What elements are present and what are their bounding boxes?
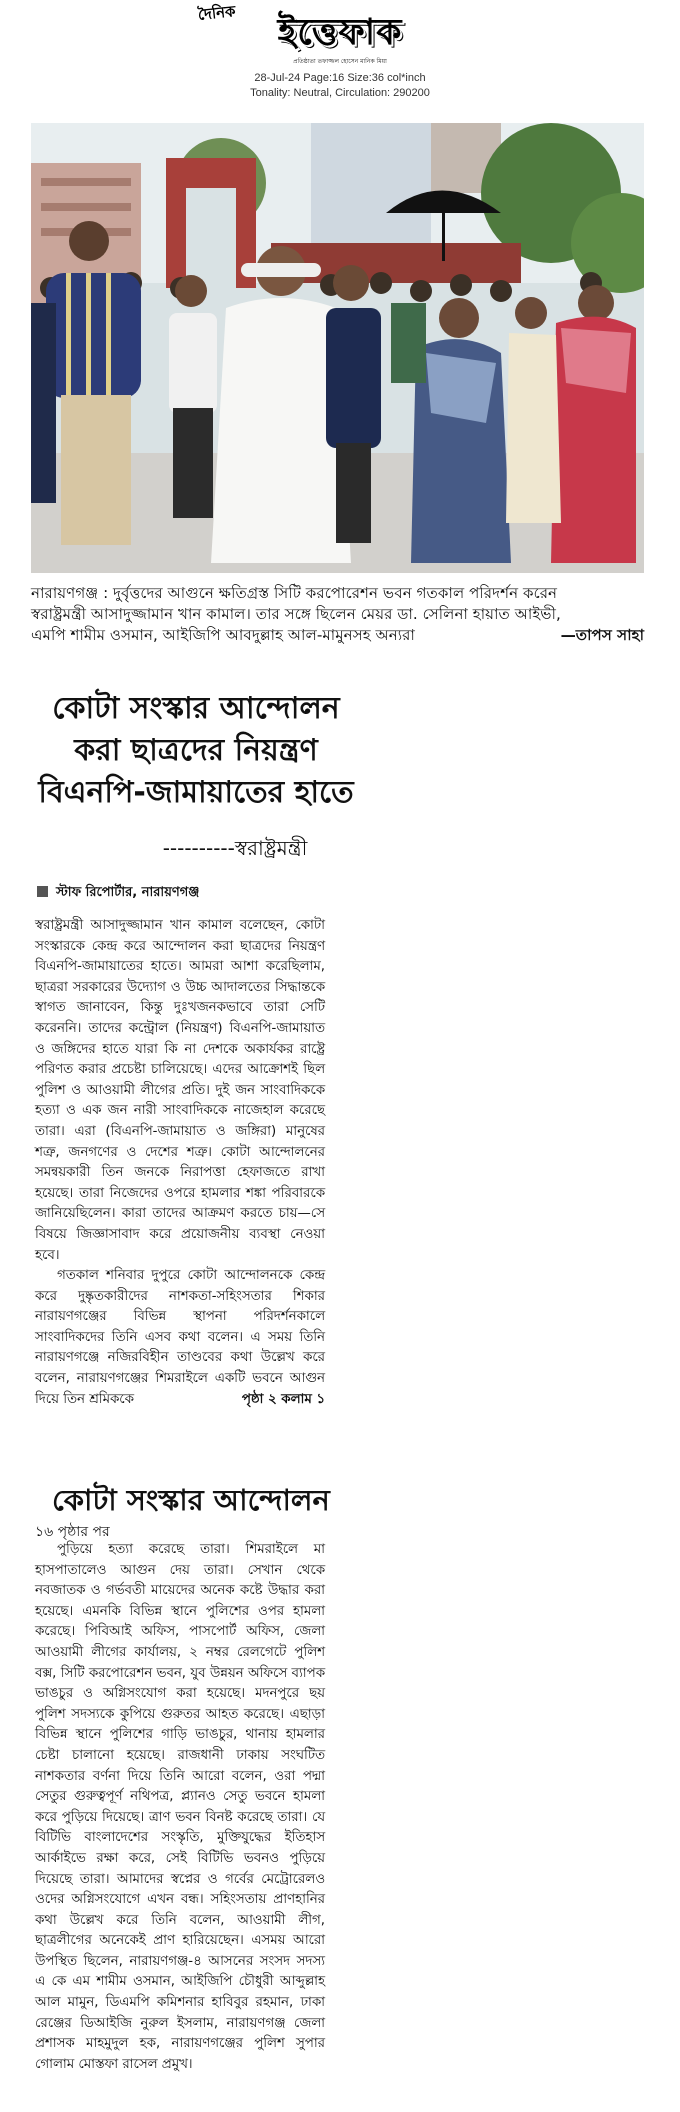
headline <box>31 688 361 814</box>
caption-line-2: স্বরাষ্ট্রমন্ত্রী আসাদুজ্জামান খান কামাল। তার সঙ্গে ছিলেন মেয়র ডা. সেলিনা হায়াত আইভী, <box>31 605 561 623</box>
article-paragraph-2 <box>35 1266 325 1410</box>
caption-line-3 <box>31 625 644 646</box>
jump-reference: পৃষ্ঠা ২ কলাম ১ <box>241 1391 325 1407</box>
paper-name-prefix: দৈনিক <box>197 2 237 24</box>
headline-attribution: ----------স্বরাষ্ট্রমন্ত্রী <box>162 836 308 860</box>
article-paragraph-2-text: গতকাল শনিবার দুপুরে কোটা আন্দোলনকে কেন্দ্র করে দুষ্কৃতকারীদের নাশকতা-সহিংসতার শিকার নারায়ণগঞ্জের বিভিন্ন স্থাপনা পরিদর্শনকালে সাংবাদিকদের তিনি এসব কথা বলেন। এ সময় তিনি নারায়ণগঞ্জে নজিরবিহীন তাণ্ডবের কথা উল্লেখ করে বলেন, নারায়ণগঞ্জের শিমরাইলে একটি ভবনে আগুন দিয়ে তিন শ্রমিককে <box>35 1268 325 1407</box>
headline-line-1: কোটা সংস্কার আন্দোলন <box>52 691 340 726</box>
continuation-body <box>35 1540 325 2075</box>
newspaper-logo: ইত্তেফাক <box>277 12 403 53</box>
news-photo-illustration <box>31 123 644 573</box>
continuation-paragraph: পুড়িয়ে হত্যা করেছে তারা। শিমরাইলে মা হাসপাতালেও আগুন দেয় তারা। সেখান থেকে নবজাতক ও গর্ভবতী মায়েদের অনেক কষ্টে উদ্ধার করা হয়েছে। এমনকি বিভিন্ন স্থানে পুলিশের ওপর হামলা করেছে। পিবিআই অফিস, পাসপোর্ট অফিস, জেলা আওয়ামী লীগের কার্যালয়, ২ নম্বর রেলগেটে পুলিশ বক্স, সিটি করপোরেশন ভবন, যুব উন্নয়ন অফিসে ব্যাপক ভাঙচুর ও অগ্নিসংযোগ করা হয়েছে। মদনপুরে ছয় পুলিশ সদস্যকে কুপিয়ে গুরুতর আহত করেছে। এছাড়া বিভিন্ন স্থানে পুলিশের গাড়ি ভাঙচুর, থানায় হামলার চেষ্টা চালানো হয়েছে। রাজধানী ঢাকায় সংঘটিত নাশকতার বর্ণনা দিয়ে তিনি আরো বলেন, ওরা পদ্মা সেতুর গুরুত্বপূর্ণ নথিপত্র, প্ল্যানও সেতু ভবনে হামলা করে পুড়িয়ে দিয়েছে। ত্রাণ ভবন বিনষ্ট করেছে তারা। যে বিটিভি বাংলাদেশের সংস্কৃতি, মুক্তিযুদ্ধের ইতিহাস আর্কাইভে রক্ষা করে, সেই বিটিভি ভবনও পুড়িয়ে দিয়েছে তারা। আমাদের স্বপ্নের ও গর্বের মেট্রোরেলও ওদের অগ্নিসংযোগে এখন বন্ধ। সহিংসতায় প্রাণহানির কথা উল্লেখ করে তিনি বলেন, আওয়ামী লীগ, ছাত্রলীগের অনেকেই প্রাণ হারিয়েছেন। এসময় আরো উপস্থিত ছিলেন, নারায়ণগঞ্জ-৪ আসনের সংসদ সদস্য এ কে এম শামীম ওসমান, আইজিপি চৌধুরী আব্দুল্লাহ আল মামুন, ডিএমপি কমিশনার হাবিবুর রহমান, ঢাকা রেঞ্জের ডিআইজি নুরুল ইসলাম, নারায়ণগঞ্জ জেলা প্রশাসক মাহমুদুল হক, নারায়ণগঞ্জের পুলিশ সুপার গোলাম মোস্তফা রাসেল প্রমুখ। <box>35 1542 325 2072</box>
reporter-line <box>37 883 199 904</box>
bullet-square-icon <box>37 886 48 897</box>
caption-line-3-text: এমপি শামীম ওসমান, আইজিপি আবদুল্লাহ আল-মামুনসহ অন্যরা <box>31 626 415 644</box>
news-photo <box>31 123 644 573</box>
photo-credit: —তাপস সাহা <box>560 626 644 644</box>
caption-line-1: নারায়ণগঞ্জ : দুর্বৃত্তদের আগুনে ক্ষতিগ্রস্ত সিটি করপোরেশন ভবন গতকাল পরিদর্শন করেন <box>31 584 558 602</box>
clipping-meta-line1: 28-Jul-24 Page:16 Size:36 col*inch <box>254 72 426 84</box>
headline-line-3: বিএনপি-জামায়াতের হাতে <box>38 775 354 810</box>
article-body <box>35 916 325 1410</box>
founder-tagline: প্রতিষ্ঠাতা তফাজ্জল হোসেন মানিক মিয়া <box>293 58 387 65</box>
photo-caption <box>31 583 644 646</box>
headline-line-2: করা ছাত্রদের নিয়ন্ত্রণ <box>74 733 318 768</box>
reporter-name: স্টাফ রিপোর্টার, নারায়ণগঞ্জ <box>56 885 200 900</box>
continuation-headline: কোটা সংস্কার আন্দোলন <box>52 1483 330 1517</box>
continued-from-page: ১৬ পৃষ্ঠার পর <box>35 1524 110 1540</box>
article-paragraph-1: স্বরাষ্ট্রমন্ত্রী আসাদুজ্জামান খান কামাল বলেছেন, কোটা সংস্কারকে কেন্দ্র করে আন্দোলন করা ছাত্রদের নিয়ন্ত্রণ বিএনপি-জামায়াতের হাতে। আমরা আশা করেছিলাম, ছাত্ররা সরকারের উদ্যোগ ও উচ্চ আদালতের সিদ্ধান্তকে স্বাগত জানাবেন, কিন্তু দুঃখজনকভাবে তারা সেটি করেননি। তাদের কন্ট্রোল (নিয়ন্ত্রণ) বিএনপি-জামায়াত ও জঙ্গিদের হাতে যারা কি না দেশকে অকার্যকর রাষ্ট্রে পরিণত করার প্রচেষ্টা চালিয়েছে। এদের আক্রোশই ছিল পুলিশ ও আওয়ামী লীগের প্রতি। দুই জন সাংবাদিককে হত্যা ও এক জন নারী সাংবাদিককে নাজেহাল করেছে তারা। এরা (বিএনপি-জামায়াত ও জঙ্গিরা) মানুষের শত্রু, জনগণের ও দেশের শত্রু। কোটা আন্দোলনের সমন্বয়কারী তিন জনকে নিরাপত্তা হেফাজতে রাখা হয়েছে। তারা নিজেদের ওপরে হামলার শঙ্কা পরিবারকে জানিয়েছিলেন। কারা তাদের আক্রমণ করতে চায়—সে বিষয়ে জিজ্ঞাসাবাদ করে প্রয়োজনীয় ব্যবস্থা নেওয়া হবে। <box>35 918 325 1263</box>
clipping-meta-line2: Tonality: Neutral, Circulation: 290200 <box>250 87 430 99</box>
